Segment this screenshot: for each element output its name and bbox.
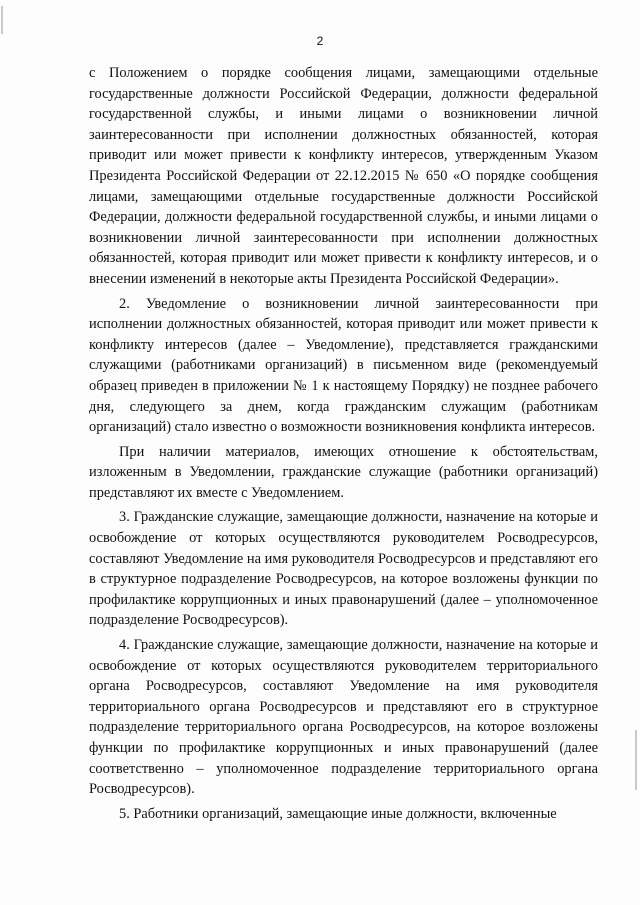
paragraph-item-2: 2. Уведомление о возникновении личной заинтересованности при исполнении должностных обязанностей, которая приводит или может привести к конфликту интересов (далее – Уведомление), представляется гражданскими служащими (работниками организаций) в письменном виде (рекомендуемый образец приведен в приложении № 1 к настоящему Порядку) не позднее рабочего дня, следующего за днем, когда гражданским служащим (работникам организаций) стало известно о возможности возникновения конфликта интересов. xyxy=(89,295,598,436)
paragraph-item-4: 4. Гражданские служащие, замещающие должности, назначение на которые и освобождение от которых осуществляются руководителем территориального органа Росводресурсов, составляют Уведомление на имя руководителя территориального органа Росводресурсов и представляют его в структурное подразделение территориального органа Росводресурсов, на которое возложены функции по профилактике коррупционных и иных правонарушений (далее соответственно – уполномоченное подразделение территориального органа Росводресурсов). xyxy=(89,637,598,798)
document-body xyxy=(89,63,598,828)
paragraph-materials: При наличии материалов, имеющих отношение к обстоятельствам, изложенным в Уведомлении, гражданские служащие (работники организаций) представляют их вместе с Уведомлением. xyxy=(89,443,598,501)
scan-edge-mark xyxy=(1,6,3,34)
paragraph-item-5: 5. Работники организаций, замещающие иные должности, включенные xyxy=(119,805,557,822)
page-number: 2 xyxy=(316,34,324,48)
paragraph-continuation: с Положением о порядке сообщения лицами, замещающими отдельные государственные должности Российской Федерации, должности федеральной государственной службы, и иными лицами о возникновении личной заинтересованности при исполнении должностных обязанностей, которая приводит или может привести к конфликту интересов, утвержденным Указом Президента Российской Федерации от 22.12.2015 № 650 «О порядке сообщения лицами, замещающими отдельные государственные должности Российской Федерации, должности федеральной государственной службы, и иными лицами о возникновении личной заинтересованности при исполнении должностных обязанностей, которая приводит или может привести к конфликту интересов, и о внесении изменений в некоторые акты Президента Российской Федерации». xyxy=(89,65,598,287)
paragraph-item-3: 3. Гражданские служащие, замещающие должности, назначение на которые и освобождение от которых осуществляются руководителем Росводресурсов, составляют Уведомление на имя руководителя Росводресурсов и представляют его в структурное подразделение Росводресурсов, на которое возложены функции по профилактике коррупционных и иных правонарушений (далее – уполномоченное подразделение Росводресурсов). xyxy=(89,509,598,629)
scan-edge-mark xyxy=(635,730,637,790)
